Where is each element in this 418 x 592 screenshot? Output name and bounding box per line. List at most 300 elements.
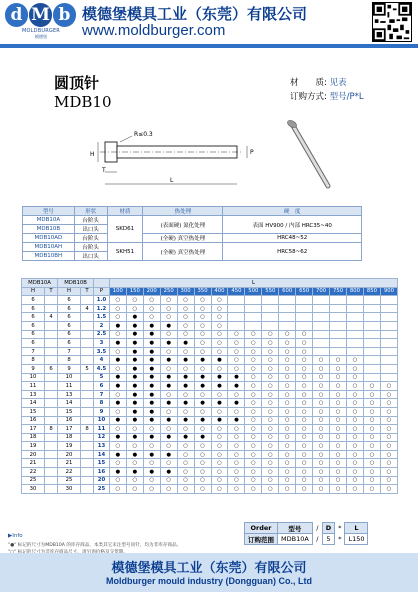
ha-cell: 6 <box>22 313 45 322</box>
availability-cell: ○ <box>160 485 177 494</box>
availability-cell: ○ <box>313 442 330 451</box>
availability-cell: ○ <box>380 399 397 408</box>
l-value-header: 650 <box>296 287 313 296</box>
availability-cell: ● <box>109 321 126 330</box>
order-separator: * <box>338 535 342 543</box>
p-cell: 25 <box>94 485 110 494</box>
availability-cell <box>363 304 380 313</box>
availability-cell: ● <box>177 373 194 382</box>
availability-cell: ○ <box>330 442 347 451</box>
shape-cell: 台阶头 <box>74 243 107 252</box>
availability-cell: ○ <box>380 476 397 485</box>
availability-cell: ○ <box>228 459 245 468</box>
availability-cell: ● <box>211 382 228 391</box>
availability-cell: ○ <box>126 442 143 451</box>
col-header: T <box>45 287 58 296</box>
hardness-cell: 表面 HV900 / 内部 HRC35~40 <box>223 216 362 234</box>
availability-cell: ○ <box>279 459 296 468</box>
availability-cell: ○ <box>228 390 245 399</box>
group-header-a: MDB10A <box>22 279 58 288</box>
availability-cell: ○ <box>279 390 296 399</box>
availability-cell: ○ <box>160 330 177 339</box>
availability-cell <box>380 296 397 305</box>
availability-cell: ● <box>143 382 160 391</box>
availability-cell <box>380 339 397 348</box>
table-row <box>22 356 398 365</box>
availability-cell <box>363 321 380 330</box>
tb-cell: 8 <box>81 425 94 434</box>
availability-cell: ○ <box>126 425 143 434</box>
availability-cell: ○ <box>313 407 330 416</box>
col-header: 热处理 <box>143 207 223 216</box>
availability-cell: ○ <box>211 364 228 373</box>
availability-cell: ○ <box>228 450 245 459</box>
availability-cell: ○ <box>245 364 262 373</box>
availability-cell: ○ <box>109 304 126 313</box>
availability-cell: ● <box>211 373 228 382</box>
size-table-body <box>22 296 398 494</box>
shape-cell: 台阶头 <box>74 216 107 225</box>
size-table <box>21 278 398 494</box>
hb-cell: 7 <box>58 347 81 356</box>
sub-header-row <box>22 287 398 296</box>
availability-cell: ○ <box>228 407 245 416</box>
availability-cell: ● <box>126 399 143 408</box>
availability-cell: ○ <box>279 485 296 494</box>
availability-cell: ○ <box>262 450 279 459</box>
availability-cell: ○ <box>109 296 126 305</box>
availability-cell <box>296 304 313 313</box>
availability-cell: ● <box>228 373 245 382</box>
tb-cell: 5 <box>81 364 94 373</box>
availability-cell: ○ <box>177 364 194 373</box>
availability-cell: ○ <box>194 347 211 356</box>
company-website[interactable]: www.moldburger.com <box>82 22 226 39</box>
table-row <box>22 485 398 494</box>
availability-cell: ○ <box>279 356 296 365</box>
availability-cell: ○ <box>262 382 279 391</box>
p-cell: 3.5 <box>94 347 110 356</box>
order-value-d: 5 <box>322 534 334 545</box>
availability-cell: ● <box>194 356 211 365</box>
ta-cell <box>45 399 58 408</box>
availability-cell <box>330 339 347 348</box>
tb-cell <box>81 321 94 330</box>
ta-cell <box>45 476 58 485</box>
ta-cell <box>45 485 58 494</box>
ta-cell <box>45 442 58 451</box>
availability-cell: ○ <box>330 416 347 425</box>
radius-label: R≤0.3 <box>134 131 153 138</box>
l-value-header: 300 <box>177 287 194 296</box>
availability-cell: ○ <box>143 425 160 434</box>
ta-cell <box>45 390 58 399</box>
availability-cell: ● <box>194 382 211 391</box>
availability-cell: ● <box>126 416 143 425</box>
availability-cell: ○ <box>347 373 364 382</box>
availability-cell: ● <box>160 321 177 330</box>
availability-cell <box>313 321 330 330</box>
availability-cell <box>347 304 364 313</box>
p-cell: 10 <box>94 416 110 425</box>
availability-cell: ○ <box>245 407 262 416</box>
availability-cell: ○ <box>143 485 160 494</box>
tb-cell <box>81 339 94 348</box>
availability-cell: ○ <box>279 339 296 348</box>
hb-cell: 13 <box>58 390 81 399</box>
material-table <box>22 206 362 261</box>
col-header: 材质 <box>107 207 143 216</box>
availability-cell: ○ <box>109 330 126 339</box>
availability-cell: ○ <box>330 382 347 391</box>
ta-cell <box>45 459 58 468</box>
availability-cell: ○ <box>279 407 296 416</box>
tb-cell <box>81 468 94 477</box>
availability-cell: ● <box>109 433 126 442</box>
availability-cell: ○ <box>194 330 211 339</box>
availability-cell: ○ <box>347 450 364 459</box>
p-cell: 13 <box>94 442 110 451</box>
availability-cell: ○ <box>211 407 228 416</box>
order-col-model: 型号 <box>278 523 313 534</box>
availability-cell: ○ <box>313 450 330 459</box>
availability-cell: ● <box>109 382 126 391</box>
hardness-cell: HRC58~62 <box>223 243 362 261</box>
availability-cell: ○ <box>330 399 347 408</box>
availability-cell: ○ <box>313 399 330 408</box>
availability-cell <box>363 330 380 339</box>
l-value-header: 800 <box>347 287 364 296</box>
table-row <box>22 330 398 339</box>
availability-cell <box>380 356 397 365</box>
availability-cell: ○ <box>126 304 143 313</box>
availability-cell: ● <box>126 339 143 348</box>
hb-cell: 8 <box>58 356 81 365</box>
availability-cell: ○ <box>262 425 279 434</box>
hb-cell: 18 <box>58 433 81 442</box>
ta-cell <box>45 450 58 459</box>
availability-cell: ○ <box>363 459 380 468</box>
heat-treatment-cell: (全硬) 真空热处理 <box>143 234 223 243</box>
availability-cell <box>262 296 279 305</box>
availability-cell <box>262 304 279 313</box>
availability-cell: ○ <box>262 390 279 399</box>
availability-cell: ● <box>143 339 160 348</box>
availability-cell: ○ <box>160 313 177 322</box>
table-row <box>22 416 398 425</box>
tb-cell <box>81 459 94 468</box>
model-cell: MDB10BH <box>23 252 75 261</box>
availability-cell: ○ <box>313 476 330 485</box>
l-value-header: 500 <box>245 287 262 296</box>
availability-cell: ○ <box>245 459 262 468</box>
availability-cell: ○ <box>126 476 143 485</box>
availability-cell: ○ <box>211 442 228 451</box>
availability-cell: ● <box>143 364 160 373</box>
availability-cell: ○ <box>177 442 194 451</box>
footer-company-cn: 模德堡模具工业（东莞）有限公司 <box>111 561 307 576</box>
availability-cell <box>363 373 380 382</box>
availability-cell: ○ <box>177 450 194 459</box>
availability-cell: ○ <box>109 459 126 468</box>
ha-cell: 7 <box>22 347 45 356</box>
availability-cell <box>296 313 313 322</box>
availability-cell: ○ <box>330 433 347 442</box>
p-corner <box>94 279 110 288</box>
pin-outline <box>100 142 242 162</box>
order-example <box>244 522 368 545</box>
tb-cell <box>81 330 94 339</box>
availability-cell: ○ <box>330 450 347 459</box>
availability-cell: ● <box>228 382 245 391</box>
availability-cell <box>228 296 245 305</box>
hb-cell: 9 <box>58 364 81 373</box>
availability-cell: ○ <box>313 433 330 442</box>
availability-cell: ○ <box>194 390 211 399</box>
availability-cell: ○ <box>160 347 177 356</box>
availability-cell: ● <box>143 373 160 382</box>
availability-cell <box>279 304 296 313</box>
table-row <box>22 313 398 322</box>
table-row <box>22 382 398 391</box>
availability-cell: ○ <box>330 468 347 477</box>
availability-cell: ○ <box>177 407 194 416</box>
table-row <box>22 373 398 382</box>
availability-cell: ○ <box>347 364 364 373</box>
hb-cell: 6 <box>58 296 81 305</box>
availability-cell: ○ <box>109 347 126 356</box>
availability-cell: ○ <box>245 476 262 485</box>
availability-cell: ○ <box>296 347 313 356</box>
availability-cell: ○ <box>109 442 126 451</box>
availability-cell: ○ <box>296 459 313 468</box>
model-cell: MDB10AD <box>23 234 75 243</box>
availability-cell: ○ <box>279 442 296 451</box>
availability-cell <box>380 347 397 356</box>
availability-cell: ○ <box>262 485 279 494</box>
availability-cell: ○ <box>143 442 160 451</box>
hb-cell: 17 <box>58 425 81 434</box>
availability-cell: ○ <box>245 442 262 451</box>
availability-cell: ○ <box>228 485 245 494</box>
availability-cell: ○ <box>380 485 397 494</box>
p-cell: 15 <box>94 459 110 468</box>
order-value-model: MDB10A <box>278 534 313 545</box>
availability-cell: ○ <box>245 425 262 434</box>
availability-cell: ○ <box>126 485 143 494</box>
ha-cell: 6 <box>22 321 45 330</box>
order-method-label: 订购方式: <box>290 92 327 102</box>
availability-cell <box>363 296 380 305</box>
availability-cell: ○ <box>109 364 126 373</box>
availability-cell: ● <box>177 399 194 408</box>
availability-cell <box>347 296 364 305</box>
availability-cell: ○ <box>347 407 364 416</box>
ha-cell: 6 <box>22 339 45 348</box>
availability-cell: ○ <box>347 356 364 365</box>
availability-cell: ○ <box>194 364 211 373</box>
table-row <box>23 234 362 243</box>
availability-cell <box>313 347 330 356</box>
availability-cell: ○ <box>347 476 364 485</box>
availability-cell: ○ <box>380 390 397 399</box>
table-row <box>22 425 398 434</box>
pin-3d-illustration <box>286 119 328 186</box>
availability-cell: ○ <box>330 364 347 373</box>
table-row <box>22 390 398 399</box>
availability-cell: ○ <box>296 382 313 391</box>
availability-cell: ● <box>160 339 177 348</box>
availability-cell: ○ <box>177 313 194 322</box>
tb-cell <box>81 390 94 399</box>
col-header: T <box>81 287 94 296</box>
availability-cell <box>347 347 364 356</box>
p-cell: 1.2 <box>94 304 110 313</box>
shape-cell: 台阶头 <box>74 234 107 243</box>
ha-cell: 14 <box>22 399 45 408</box>
availability-cell <box>296 296 313 305</box>
availability-cell: ○ <box>347 399 364 408</box>
availability-cell: ○ <box>313 390 330 399</box>
availability-cell: ○ <box>194 407 211 416</box>
availability-cell: ○ <box>330 407 347 416</box>
ta-cell <box>45 407 58 416</box>
table-row <box>22 321 398 330</box>
availability-cell: ● <box>126 390 143 399</box>
availability-cell: ○ <box>313 485 330 494</box>
availability-cell: ○ <box>109 407 126 416</box>
model-cell: MDB10B <box>23 225 75 234</box>
table-row <box>23 243 362 252</box>
availability-cell <box>228 313 245 322</box>
ta-cell <box>45 468 58 477</box>
availability-cell <box>313 339 330 348</box>
tb-cell <box>81 356 94 365</box>
availability-cell <box>380 330 397 339</box>
availability-cell: ○ <box>330 373 347 382</box>
availability-cell: ○ <box>296 468 313 477</box>
availability-cell: ○ <box>194 468 211 477</box>
table-row <box>22 468 398 477</box>
availability-cell <box>279 296 296 305</box>
availability-cell <box>245 304 262 313</box>
availability-cell: ○ <box>262 476 279 485</box>
availability-cell: ○ <box>211 390 228 399</box>
ta-cell <box>45 373 58 382</box>
availability-cell: ○ <box>160 476 177 485</box>
availability-cell: ● <box>177 416 194 425</box>
availability-cell: ○ <box>347 459 364 468</box>
availability-cell: ○ <box>296 356 313 365</box>
table-row <box>22 459 398 468</box>
availability-cell: ● <box>126 433 143 442</box>
availability-cell: ○ <box>228 364 245 373</box>
availability-cell: ○ <box>109 313 126 322</box>
availability-cell: ○ <box>160 296 177 305</box>
ha-cell: 20 <box>22 450 45 459</box>
availability-cell <box>363 339 380 348</box>
availability-cell: ○ <box>279 468 296 477</box>
availability-cell <box>245 313 262 322</box>
availability-cell: ○ <box>313 356 330 365</box>
availability-cell <box>380 321 397 330</box>
info-note-stock: "●" 标记的尺寸为MDB10A 的库存商品，本类其它未注型号顶针，均为非库存商品。 <box>8 543 182 548</box>
p-cell: 7 <box>94 390 110 399</box>
header-divider <box>0 44 418 48</box>
hb-cell: 20 <box>58 450 81 459</box>
availability-cell: ● <box>126 313 143 322</box>
availability-cell: ○ <box>211 296 228 305</box>
table-row <box>22 399 398 408</box>
availability-cell: ● <box>211 416 228 425</box>
availability-cell <box>330 347 347 356</box>
availability-cell: ○ <box>347 433 364 442</box>
availability-cell: ● <box>143 321 160 330</box>
availability-cell: ● <box>109 416 126 425</box>
ha-cell: 15 <box>22 407 45 416</box>
p-cell: 2.5 <box>94 330 110 339</box>
availability-cell <box>313 330 330 339</box>
ha-cell: 9 <box>22 364 45 373</box>
availability-cell: ● <box>143 468 160 477</box>
l-value-header: 900 <box>380 287 397 296</box>
availability-cell: ○ <box>296 407 313 416</box>
tb-cell <box>81 442 94 451</box>
order-separator: * <box>338 524 342 532</box>
availability-cell: ○ <box>363 433 380 442</box>
availability-cell <box>380 364 397 373</box>
availability-cell: ○ <box>143 304 160 313</box>
availability-cell: ○ <box>313 373 330 382</box>
order-label-cn: 订购范围 <box>245 534 278 545</box>
material-cell: SKD61 <box>107 216 143 243</box>
ta-cell <box>45 356 58 365</box>
availability-cell <box>380 313 397 322</box>
shape-cell: 出口头 <box>74 225 107 234</box>
availability-cell: ○ <box>363 382 380 391</box>
product-title: 圆顶针 <box>54 74 100 92</box>
availability-cell: ○ <box>126 296 143 305</box>
availability-cell: ● <box>211 399 228 408</box>
ta-cell: 8 <box>45 425 58 434</box>
availability-cell: ○ <box>262 442 279 451</box>
table-row <box>22 339 398 348</box>
availability-cell: ○ <box>177 485 194 494</box>
table-row <box>22 364 398 373</box>
tb-cell <box>81 347 94 356</box>
availability-cell <box>313 313 330 322</box>
availability-cell: ○ <box>160 364 177 373</box>
availability-cell <box>347 330 364 339</box>
availability-cell: ● <box>126 450 143 459</box>
availability-cell: ○ <box>109 390 126 399</box>
ta-cell: 4 <box>45 313 58 322</box>
availability-cell: ○ <box>143 296 160 305</box>
availability-cell: ○ <box>245 339 262 348</box>
col-header: 型号 <box>23 207 75 216</box>
model-cell: MDB10A <box>23 216 75 225</box>
tb-cell: 4 <box>81 304 94 313</box>
table-row <box>22 347 398 356</box>
length-label: L <box>170 177 174 184</box>
availability-cell: ○ <box>194 304 211 313</box>
tb-cell <box>81 399 94 408</box>
availability-cell <box>363 364 380 373</box>
ha-cell: 22 <box>22 468 45 477</box>
l-value-header: 600 <box>279 287 296 296</box>
availability-cell: ● <box>228 399 245 408</box>
availability-cell: ○ <box>347 468 364 477</box>
